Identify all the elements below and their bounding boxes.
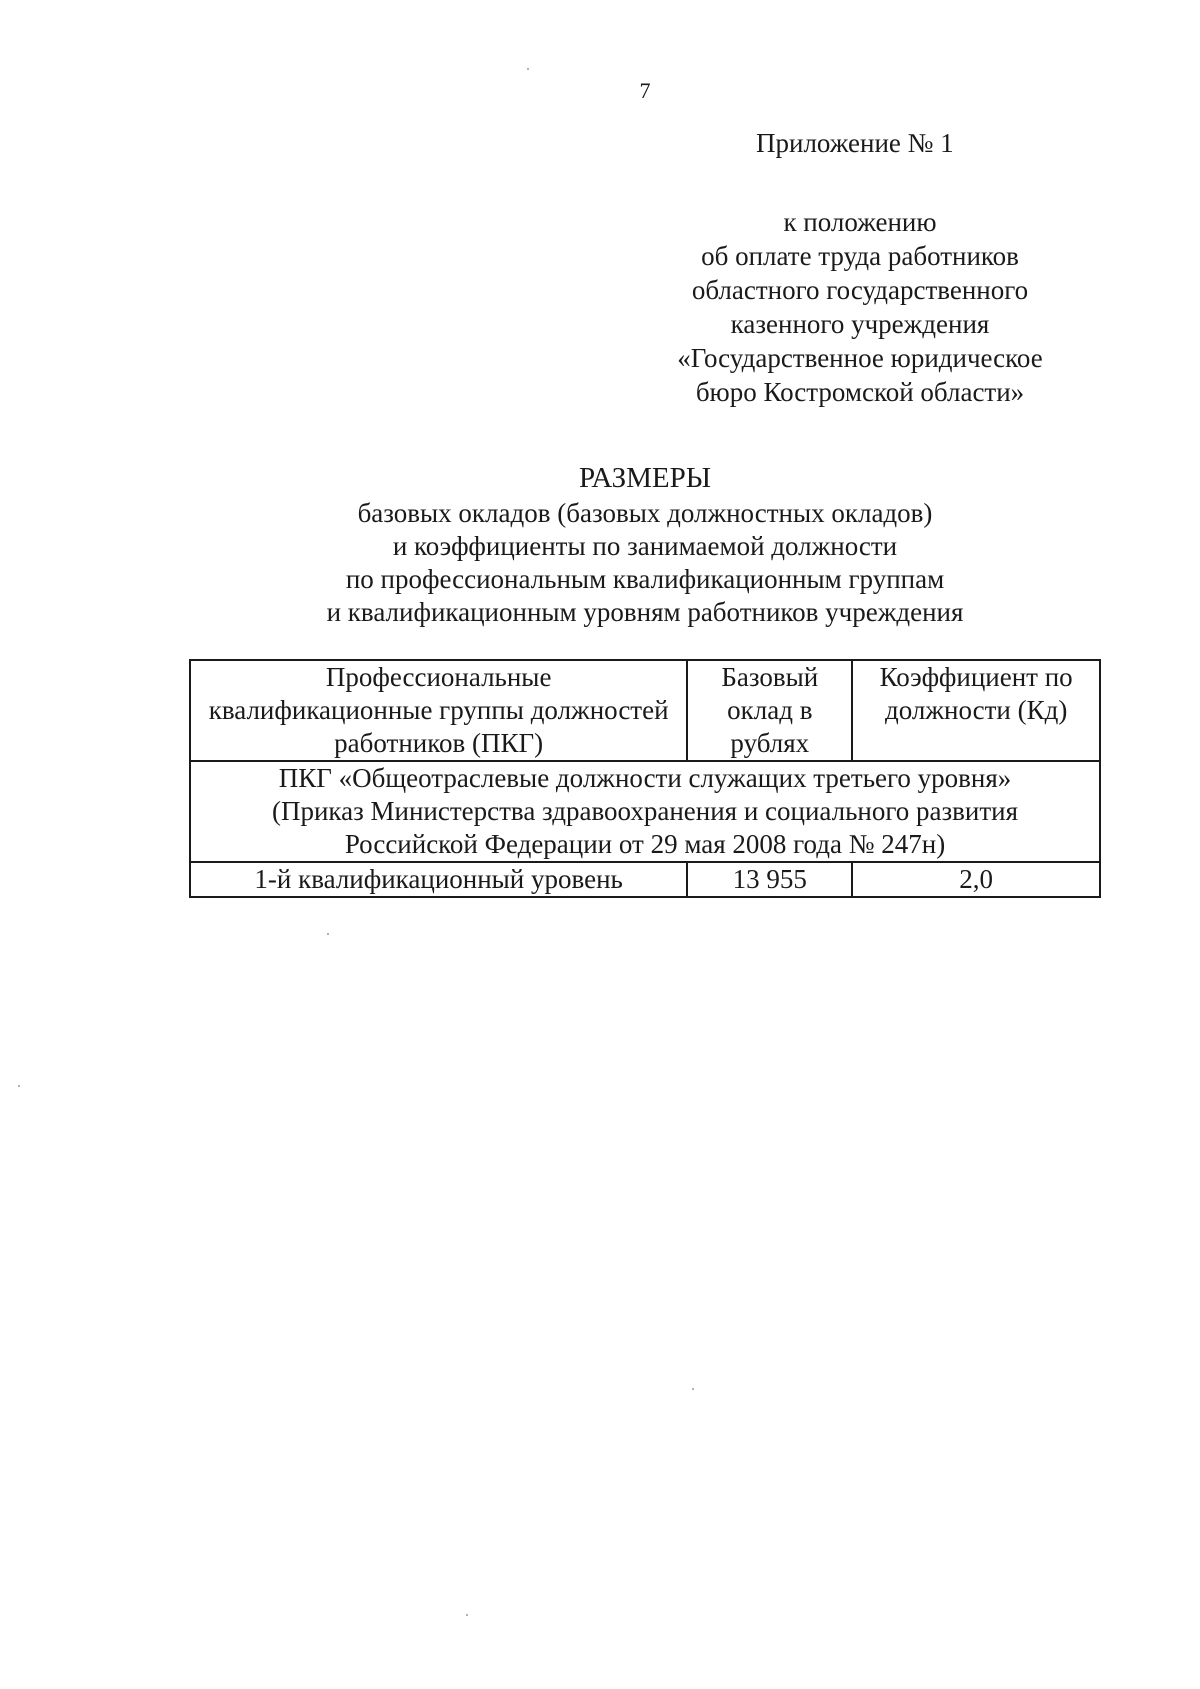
section-cell [190,761,1100,862]
page-number: 7 [639,78,651,103]
section-line: Российской Федерации от 29 мая 2008 года № 247н) [344,829,946,859]
header-base-salary-line: оклад в [727,695,813,725]
heading-line: базовых окладов (базовых должностных окладов) [357,498,933,528]
appendix-line: бюро Костромской области» [695,377,1025,407]
table-section-row [190,761,1100,862]
header-coefficient-cell [852,660,1100,761]
level-cell: 1-й квалификационный уровень [190,862,687,897]
scan-speck [527,68,529,70]
scan-speck [18,1085,20,1087]
section-line: (Приказ Министерства здравоохранения и социального развития [271,796,1019,826]
header-coefficient-line: Коэффициент по [879,662,1073,692]
header-base-salary-line: Базовый [721,662,819,692]
appendix-line: об оплате труда работников [701,241,1019,271]
heading-line: и квалификационным уровням работников учреждения [326,597,964,627]
appendix-line: к положению [783,207,937,237]
salary-table [189,659,1101,898]
header-group-line: Профессиональные [325,662,552,692]
header-base-salary-line: рублях [730,728,810,758]
scan-speck [327,933,329,935]
heading-title: РАЗМЕРЫ [578,462,712,494]
scan-speck [692,1388,694,1390]
header-group-line: квалификационные группы должностей [208,695,669,725]
section-line: ПКГ «Общеотраслевые должности служащих третьего уровня» [278,763,1012,793]
heading-line: и коэффициенты по занимаемой должности [392,531,898,561]
table-row [190,862,1100,897]
appendix-line: областного государственного [691,275,1029,305]
appendix-line: «Государственное юридическое [677,343,1043,373]
appendix-reference [630,205,1090,409]
header-group-cell [190,660,687,761]
heading-line: по профессиональным квалификационным группам [345,564,945,594]
appendix-title: Приложение № 1 [756,128,954,158]
scan-speck [466,1614,468,1616]
coefficient-cell: 2,0 [852,862,1100,897]
table-header-row [190,660,1100,761]
header-group-line: работников (ПКГ) [334,728,544,758]
base-salary-cell: 13 955 [687,862,852,897]
document-heading [180,462,1110,629]
appendix-line: казенного учреждения [730,309,990,339]
header-base-salary-cell [687,660,852,761]
header-coefficient-line: должности (Кд) [885,695,1068,725]
